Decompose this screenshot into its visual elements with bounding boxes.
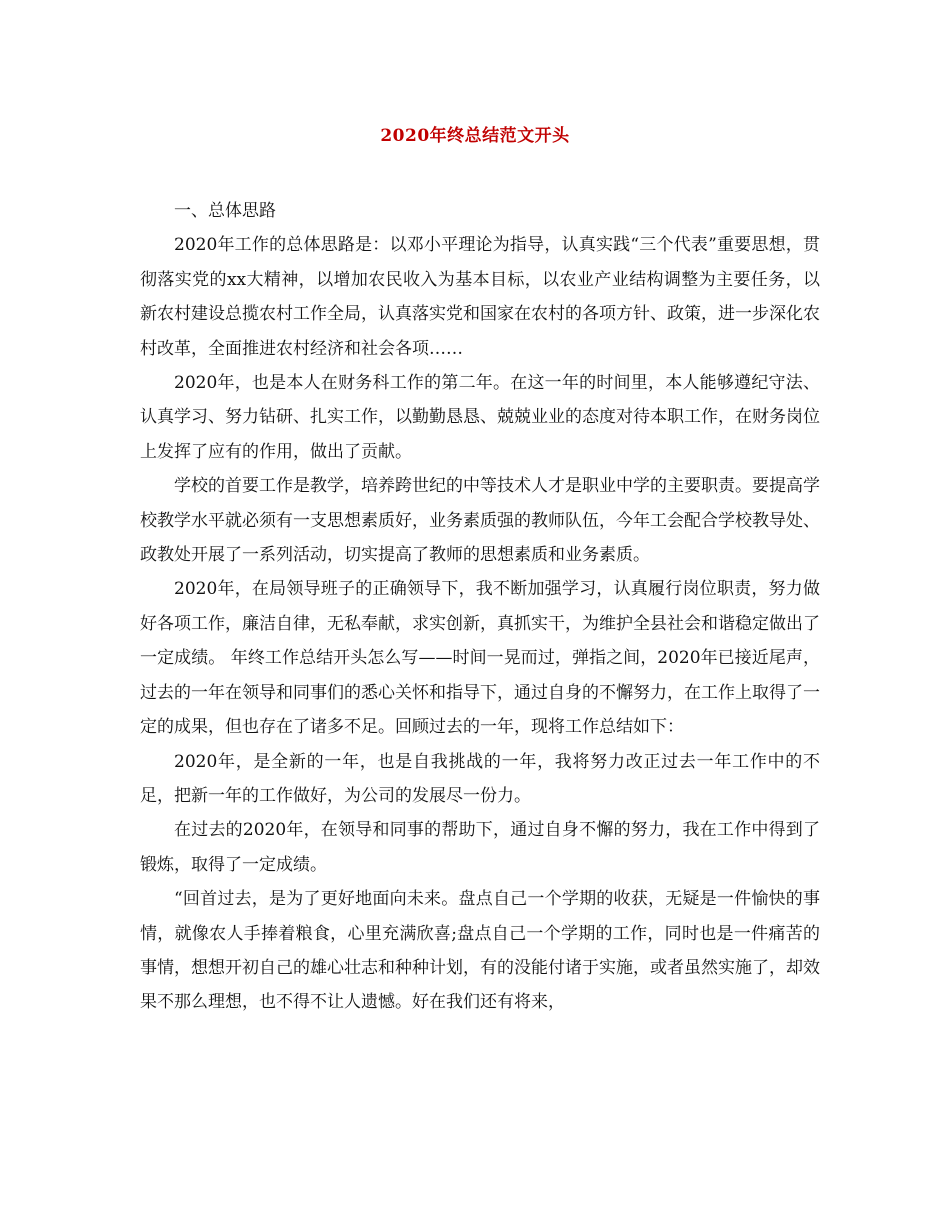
- paragraph: 2020年工作的总体思路是：以邓小平理论为指导，认真实践“三个代表”重要思想，贯彻落实党的xx大精神，以增加农民收入为基本目标，以农业产业结构调整为主要任务，以新农村建设总揽农村工作全局，认真落实党和国家在农村的各项方针、政策，进一步深化农村改革，全面推进农村经济和社会各项……: [140, 235, 820, 359]
- paragraph: 2020年，也是本人在财务科工作的第二年。在这一年的时间里，本人能够遵纪守法、认真学习、努力钻研、扎实工作，以勤勤恳恳、兢兢业业的态度对待本职工作，在财务岗位上发挥了应有的作用，做出了贡献。: [140, 373, 820, 462]
- paragraph: 2020年，是全新的一年，也是自我挑战的一年，我将努力改正过去一年工作中的不足，把新一年的工作做好，为公司的发展尽一份力。: [140, 751, 820, 806]
- paragraph: 学校的首要工作是教学，培养跨世纪的中等技术人才是职业中学的主要职责。要提高学校教学水平就必须有一支思想素质好，业务素质强的教师队伍，今年工会配合学校教导处、政教处开展了一系列活动，切实提高了教师的思想素质和业务素质。: [140, 476, 820, 566]
- paragraph: “回首过去，是为了更好地面向未来。盘点自己一个学期的收获，无疑是一件愉快的事情，就像农人手捧着粮食，心里充满欣喜;盘点自己一个学期的工作，同时也是一件痛苦的事情，想想开初自己的雄心壮志和种种计划，有的没能付诸于实施，或者虽然实施了，却效果不那么理想，也不得不让人遗憾。好在我们还有将来，: [140, 889, 820, 1013]
- document-title: 2020年终总结范文开头: [380, 126, 570, 146]
- paragraph: 2020年，在局领导班子的正确领导下，我不断加强学习，认真履行岗位职责，努力做好各项工作，廉洁自律，无私奉献，求实创新，真抓实干，为维护全县社会和谐稳定做出了一定成绩。 年终工作总结开头怎么写——时间一晃而过，弹指之间，2020年已接近尾声，过去的一年在领导和同事们的悉心关怀和指导下，通过自身的不懈努力，在工作上取得了一定的成果，但也存在了诸多不足。回顾过去的一年，现将工作总结如下：: [140, 579, 820, 738]
- paragraph: 在过去的2020年，在领导和同事的帮助下，通过自身不懈的努力，我在工作中得到了锻炼，取得了一定成绩。: [140, 820, 820, 875]
- document-body: [140, 194, 820, 1020]
- section-heading: 一、总体思路: [174, 201, 276, 221]
